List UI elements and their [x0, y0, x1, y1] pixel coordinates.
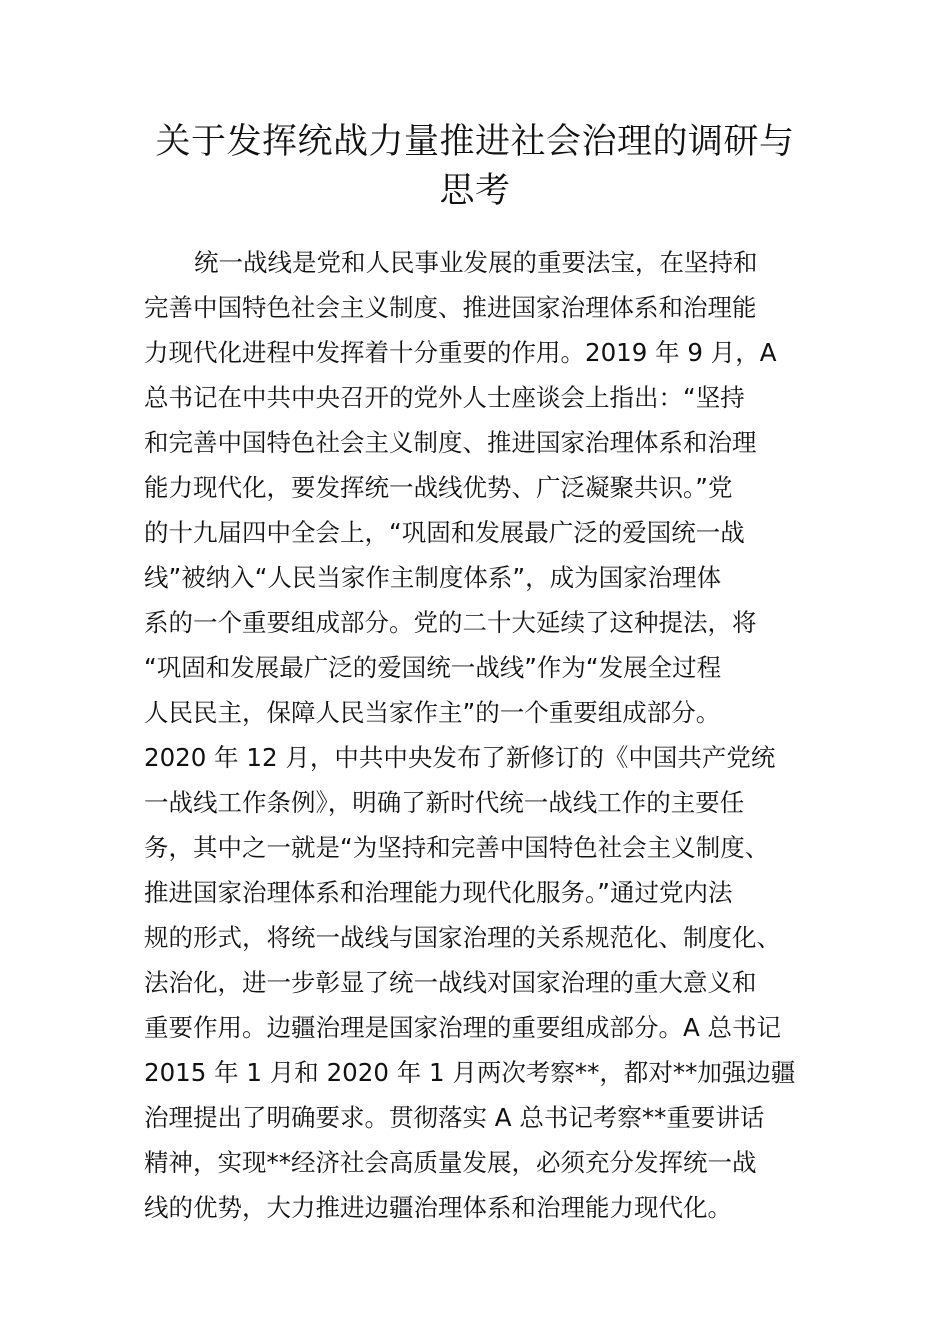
body-line-22: 线的优势，大力推进边疆治理体系和治理能力现代化。	[144, 1193, 732, 1222]
body-line-18: 重要作用。边疆治理是国家治理的重要组成部分。A 总书记	[144, 1013, 782, 1042]
body-line-6: 能力现代化，要发挥统一战线优势、广泛凝聚共识。”党	[144, 473, 733, 502]
body-line-17: 法治化，进一步彰显了统一战线对国家治理的重大意义和	[144, 968, 757, 997]
body-line-15: 推进国家治理体系和治理能力现代化服务。”通过党内法	[144, 878, 733, 907]
body-paragraph	[144, 240, 808, 1230]
body-line-11: 人民民主，保障人民当家作主”的一个重要组成部分。	[144, 698, 721, 727]
body-line-8: 线”被纳入“人民当家作主制度体系”，成为国家治理体	[144, 563, 722, 592]
body-line-20: 治理提出了明确要求。贯彻落实 A 总书记考察**重要讲话	[144, 1103, 765, 1132]
body-line-5: 和完善中国特色社会主义制度、推进国家治理体系和治理	[144, 428, 757, 457]
body-line-16: 规的形式，将统一战线与国家治理的关系规范化、制度化、	[144, 923, 781, 952]
body-line-14: 务，其中之一就是“为坚持和完善中国特色社会主义制度、	[144, 833, 770, 862]
body-line-3: 力现代化进程中发挥着十分重要的作用。2019 年 9 月，A	[144, 338, 777, 367]
body-line-21: 精神，实现**经济社会高质量发展，必须充分发挥统一战	[144, 1148, 757, 1177]
body-line-7: 的十九届四中全会上，“巩固和发展最广泛的爱国统一战	[144, 518, 745, 547]
document-title	[140, 118, 810, 216]
body-line-10: “巩固和发展最广泛的爱国统一战线”作为“发展全过程	[144, 653, 722, 682]
body-line-1: 统一战线是党和人民事业发展的重要法宝，在坚持和	[194, 248, 758, 277]
title-line-1: 关于发挥统战力量推进社会治理的调研与	[155, 122, 795, 162]
body-line-4: 总书记在中共中央召开的党外人士座谈会上指出：“坚持	[144, 383, 745, 412]
title-line-2: 思考	[439, 171, 511, 211]
body-line-9: 系的一个重要组成部分。党的二十大延续了这种提法，将	[144, 608, 757, 637]
body-line-19: 2015 年 1 月和 2020 年 1 月两次考察**，都对**加强边疆	[144, 1058, 796, 1087]
body-line-12: 2020 年 12 月，中共中央发布了新修订的《中国共产党统	[144, 743, 776, 772]
body-line-2: 完善中国特色社会主义制度、推进国家治理体系和治理能	[144, 293, 757, 322]
body-line-13: 一战线工作条例》，明确了新时代统一战线工作的主要任	[144, 788, 745, 817]
